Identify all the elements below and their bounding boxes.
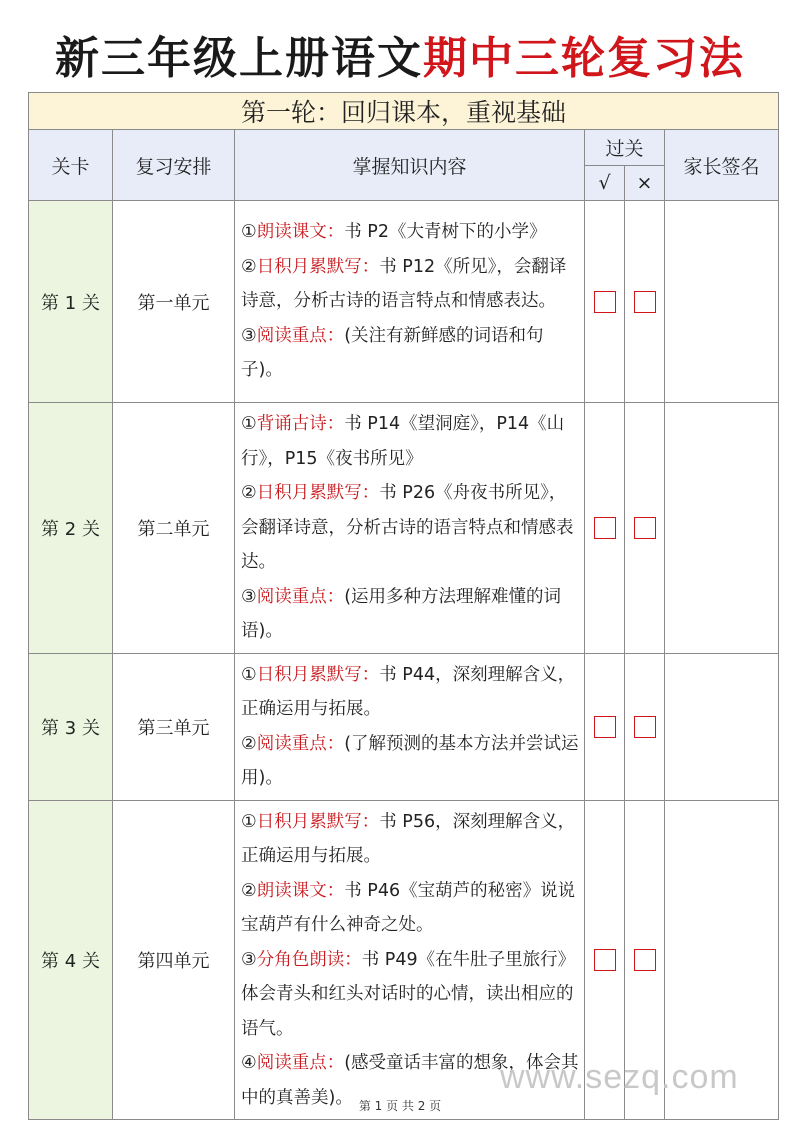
item-label: 日积月累默写：: [256, 811, 380, 832]
parent-sign-field[interactable]: [665, 201, 779, 403]
level-label: 第 3 关: [29, 653, 113, 800]
content-item: [241, 658, 580, 727]
fail-checkbox[interactable]: [634, 517, 656, 539]
unit-label: 第三单元: [113, 653, 235, 800]
content-item: [241, 805, 580, 874]
item-text: (关注有新鲜感的词语和句子)。: [241, 325, 544, 381]
pass-checkbox-cell: [585, 403, 625, 654]
rows-body: [29, 201, 779, 1120]
item-number: ①: [241, 414, 257, 434]
header-content: 掌握知识内容: [235, 130, 585, 201]
item-number: ②: [241, 733, 257, 754]
item-text: (了解预测的基本方法并尝试运用)。: [241, 733, 579, 788]
item-number: ①: [241, 222, 257, 243]
watermark: www.sezq.com: [500, 1058, 739, 1096]
level-label: 第 1 关: [29, 201, 113, 403]
item-text: 书 P46《宝葫芦的秘密》说说宝葫芦有什么神奇之处。: [241, 880, 576, 935]
unit-label: 第二单元: [113, 403, 235, 654]
content-item: [241, 727, 580, 796]
item-number: ③: [241, 586, 257, 607]
item-text: 书 P12《所见》，会翻译诗意，分析古诗的语言特点和情感表达。: [241, 256, 567, 312]
item-label: 背诵古诗：: [256, 414, 345, 434]
item-label: 朗读课文：: [256, 222, 345, 243]
item-label: 分角色朗读：: [256, 949, 362, 970]
item-number: ①: [241, 811, 257, 832]
pass-checkbox[interactable]: [594, 517, 616, 539]
unit-label: 第一单元: [113, 201, 235, 403]
item-text: (感受童话丰富的想象，体会其中的真善美)。: [241, 1053, 579, 1108]
unit-label: 第四单元: [113, 800, 235, 1120]
page-title: [0, 22, 800, 86]
fail-checkbox[interactable]: [634, 291, 656, 313]
pass-checkbox[interactable]: [594, 716, 616, 738]
fail-checkbox[interactable]: [634, 949, 656, 971]
item-text: 书 P2《大青树下的小学》: [344, 222, 547, 243]
item-label: 阅读重点：: [256, 1053, 345, 1073]
item-label: 阅读重点：: [256, 586, 345, 607]
content-item: [241, 943, 580, 1047]
level-row: [29, 653, 779, 800]
header-row: [29, 130, 779, 166]
knowledge-content: [235, 201, 585, 403]
content-item: [241, 874, 580, 943]
round-title-row: [29, 93, 779, 130]
knowledge-content: [235, 403, 585, 654]
header-cross: ×: [625, 165, 665, 201]
pass-checkbox-cell: [585, 653, 625, 800]
item-number: ②: [241, 880, 257, 901]
knowledge-content: [235, 653, 585, 800]
pass-checkbox-cell: [585, 201, 625, 403]
item-label: 日积月累默写：: [256, 483, 380, 503]
level-label: 第 2 关: [29, 403, 113, 654]
content-item: [241, 476, 580, 580]
title-part-1: 新三年级上册语文: [55, 33, 423, 84]
round-title: 第一轮：回归课本，重视基础: [29, 93, 779, 130]
content-item: [241, 250, 580, 319]
item-number: ③: [241, 949, 257, 970]
fail-checkbox-cell: [625, 403, 665, 654]
pass-checkbox[interactable]: [594, 949, 616, 971]
content-item: [241, 580, 580, 649]
header-parent-sign: 家长签名: [665, 130, 779, 201]
item-label: 日积月累默写：: [256, 256, 380, 277]
content-item: [241, 319, 580, 388]
title-part-2: 期中三轮复习法: [423, 33, 745, 84]
content-item: [241, 215, 580, 250]
item-text: (运用多种方法理解难懂的词语)。: [241, 586, 562, 641]
fail-checkbox-cell: [625, 653, 665, 800]
level-label: 第 4 关: [29, 800, 113, 1120]
item-label: 阅读重点：: [256, 325, 345, 346]
item-number: ②: [241, 483, 257, 503]
fail-checkbox-cell: [625, 201, 665, 403]
item-text: 书 P26《舟夜书所见》，会翻译诗意，分析古诗的语言特点和情感表达。: [241, 483, 574, 572]
fail-checkbox[interactable]: [634, 716, 656, 738]
item-label: 阅读重点：: [256, 733, 345, 754]
item-text: 书 P44，深刻理解含义，正确运用与拓展。: [241, 664, 576, 719]
content-item: [241, 407, 580, 476]
pass-checkbox[interactable]: [594, 291, 616, 313]
item-label: 朗读课文：: [256, 880, 345, 901]
item-text: 书 P56，深刻理解含义，正确运用与拓展。: [241, 811, 576, 866]
header-arrangement: 复习安排: [113, 130, 235, 201]
page-footer: 第 1 页 共 2 页: [358, 1099, 442, 1113]
header-pass: 过关: [585, 130, 665, 166]
item-number: ③: [241, 325, 257, 346]
header-level: 关卡: [29, 130, 113, 201]
item-number: ①: [241, 664, 257, 685]
item-text: 书 P49《在牛肚子里旅行》体会青头和红头对话时的心情，读出相应的语气。: [241, 949, 576, 1039]
level-row: [29, 403, 779, 654]
item-number: ②: [241, 256, 257, 277]
item-label: 日积月累默写：: [256, 664, 380, 685]
parent-sign-field[interactable]: [665, 653, 779, 800]
review-table: [28, 92, 779, 1120]
item-text: 书 P14《望洞庭》，P14《山行》，P15《夜书所见》: [241, 414, 565, 469]
level-row: [29, 201, 779, 403]
header-check: √: [585, 165, 625, 201]
item-number: ④: [241, 1053, 257, 1073]
parent-sign-field[interactable]: [665, 403, 779, 654]
